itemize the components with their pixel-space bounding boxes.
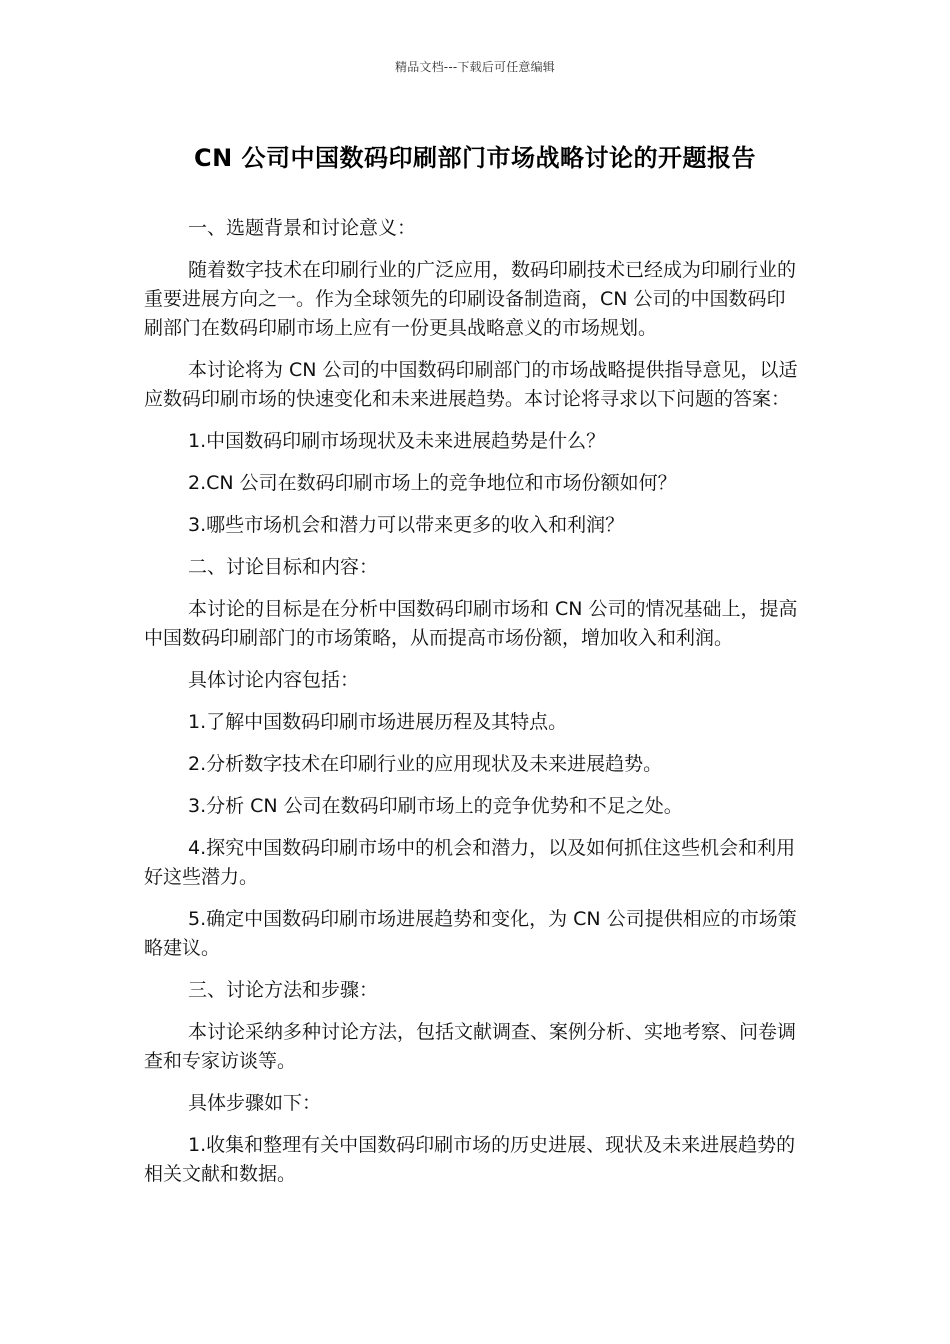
document-title: CN 公司中国数码印刷部门市场战略讨论的开题报告 xyxy=(193,144,757,172)
list-item: 2.CN 公司在数码印刷市场上的竞争地位和市场份额如何？ xyxy=(188,472,677,494)
paragraph: 具体讨论内容包括： xyxy=(188,669,360,691)
paragraph: 本讨论的目标是在分析中国数码印刷市场和 CN 公司的情况基础上，提高中国数码印刷部门的市场策略，从而提高市场份额，增加收入和利润。 xyxy=(144,598,798,649)
list-item: 2.分析数字技术在印刷行业的应用现状及未来进展趋势。 xyxy=(188,753,663,775)
list-item: 1.了解中国数码印刷市场进展历程及其特点。 xyxy=(188,711,568,733)
list-item: 5.确定中国数码印刷市场进展趋势和变化，为 CN 公司提供相应的市场策略建议。 xyxy=(144,908,797,959)
list-item: 1.收集和整理有关中国数码印刷市场的历史进展、现状及未来进展趋势的相关文献和数据。 xyxy=(144,1134,796,1185)
paragraph: 随着数字技术在印刷行业的广泛应用，数码印刷技术已经成为印刷行业的重要进展方向之一。作为全球领先的印刷设备制造商，CN 公司的中国数码印刷部门在数码印刷市场上应有一份更具战略意义的市场规划。 xyxy=(144,259,797,339)
paragraph: 具体步骤如下： xyxy=(188,1092,322,1114)
paragraph: 本讨论将为 CN 公司的中国数码印刷部门的市场战略提供指导意见，以适应数码印刷市场的快速变化和未来进展趋势。本讨论将寻求以下问题的答案： xyxy=(144,359,798,410)
paragraph-section-3-heading: 三、讨论方法和步骤： xyxy=(188,979,379,1001)
paragraph: 本讨论采纳多种讨论方法，包括文献调查、案例分析、实地考察、问卷调查和专家访谈等。 xyxy=(144,1021,797,1072)
list-item: 4.探究中国数码印刷市场中的机会和潜力，以及如何抓住这些机会和利用好这些潜力。 xyxy=(144,837,796,888)
document-body xyxy=(144,214,804,1202)
list-item: 1.中国数码印刷市场现状及未来进展趋势是什么？ xyxy=(188,430,606,452)
list-item: 3.分析 CN 公司在数码印刷市场上的竞争优势和不足之处。 xyxy=(188,795,683,817)
list-item: 3.哪些市场机会和潜力可以带来更多的收入和利润？ xyxy=(188,514,625,536)
paragraph-section-2-heading: 二、讨论目标和内容： xyxy=(188,556,379,578)
page-header: 精品文档---下载后可任意编辑 xyxy=(395,60,555,74)
paragraph-section-1-heading: 一、选题背景和讨论意义： xyxy=(188,217,417,239)
